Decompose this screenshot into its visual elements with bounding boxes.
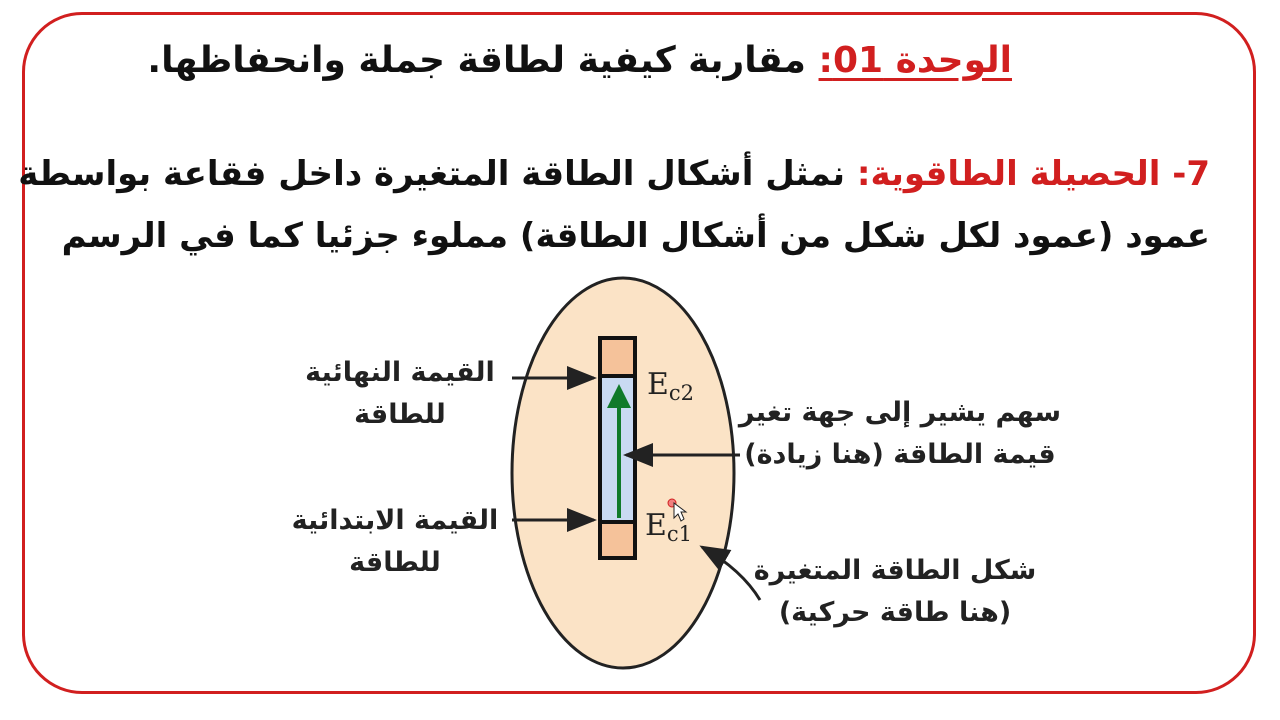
final-value-label: القيمة النهائية للطاقة (305, 357, 495, 430)
unit-label: الوحدة 01: (818, 40, 1012, 81)
arrow-direction-label: سهم يشير إلى جهة تغير قيمة الطاقة (هنا زيادة) (738, 397, 1062, 470)
paragraph-text-1: نمثل أشكال الطاقة المتغيرة داخل فقاعة بواسطة (18, 154, 846, 194)
ec1-label: $E_{c1}$ (645, 508, 693, 546)
paragraph-line-2: عمود (عمود لكل شكل من أشكال الطاقة) مملوء جزئيا كما في الرسم (61, 216, 1210, 256)
energy-form-label: شكل الطاقة المتغيرة (هنا طاقة حركية) (753, 555, 1037, 628)
initial-value-label: القيمة الابتدائية للطاقة (291, 505, 499, 578)
title-text: مقاربة كيفية لطاقة جملة وانحفاظها. (147, 40, 806, 81)
ec2-label: $E_{c2}$ (647, 367, 695, 405)
section-heading: 7- الحصيلة الطاقوية: (856, 154, 1210, 194)
